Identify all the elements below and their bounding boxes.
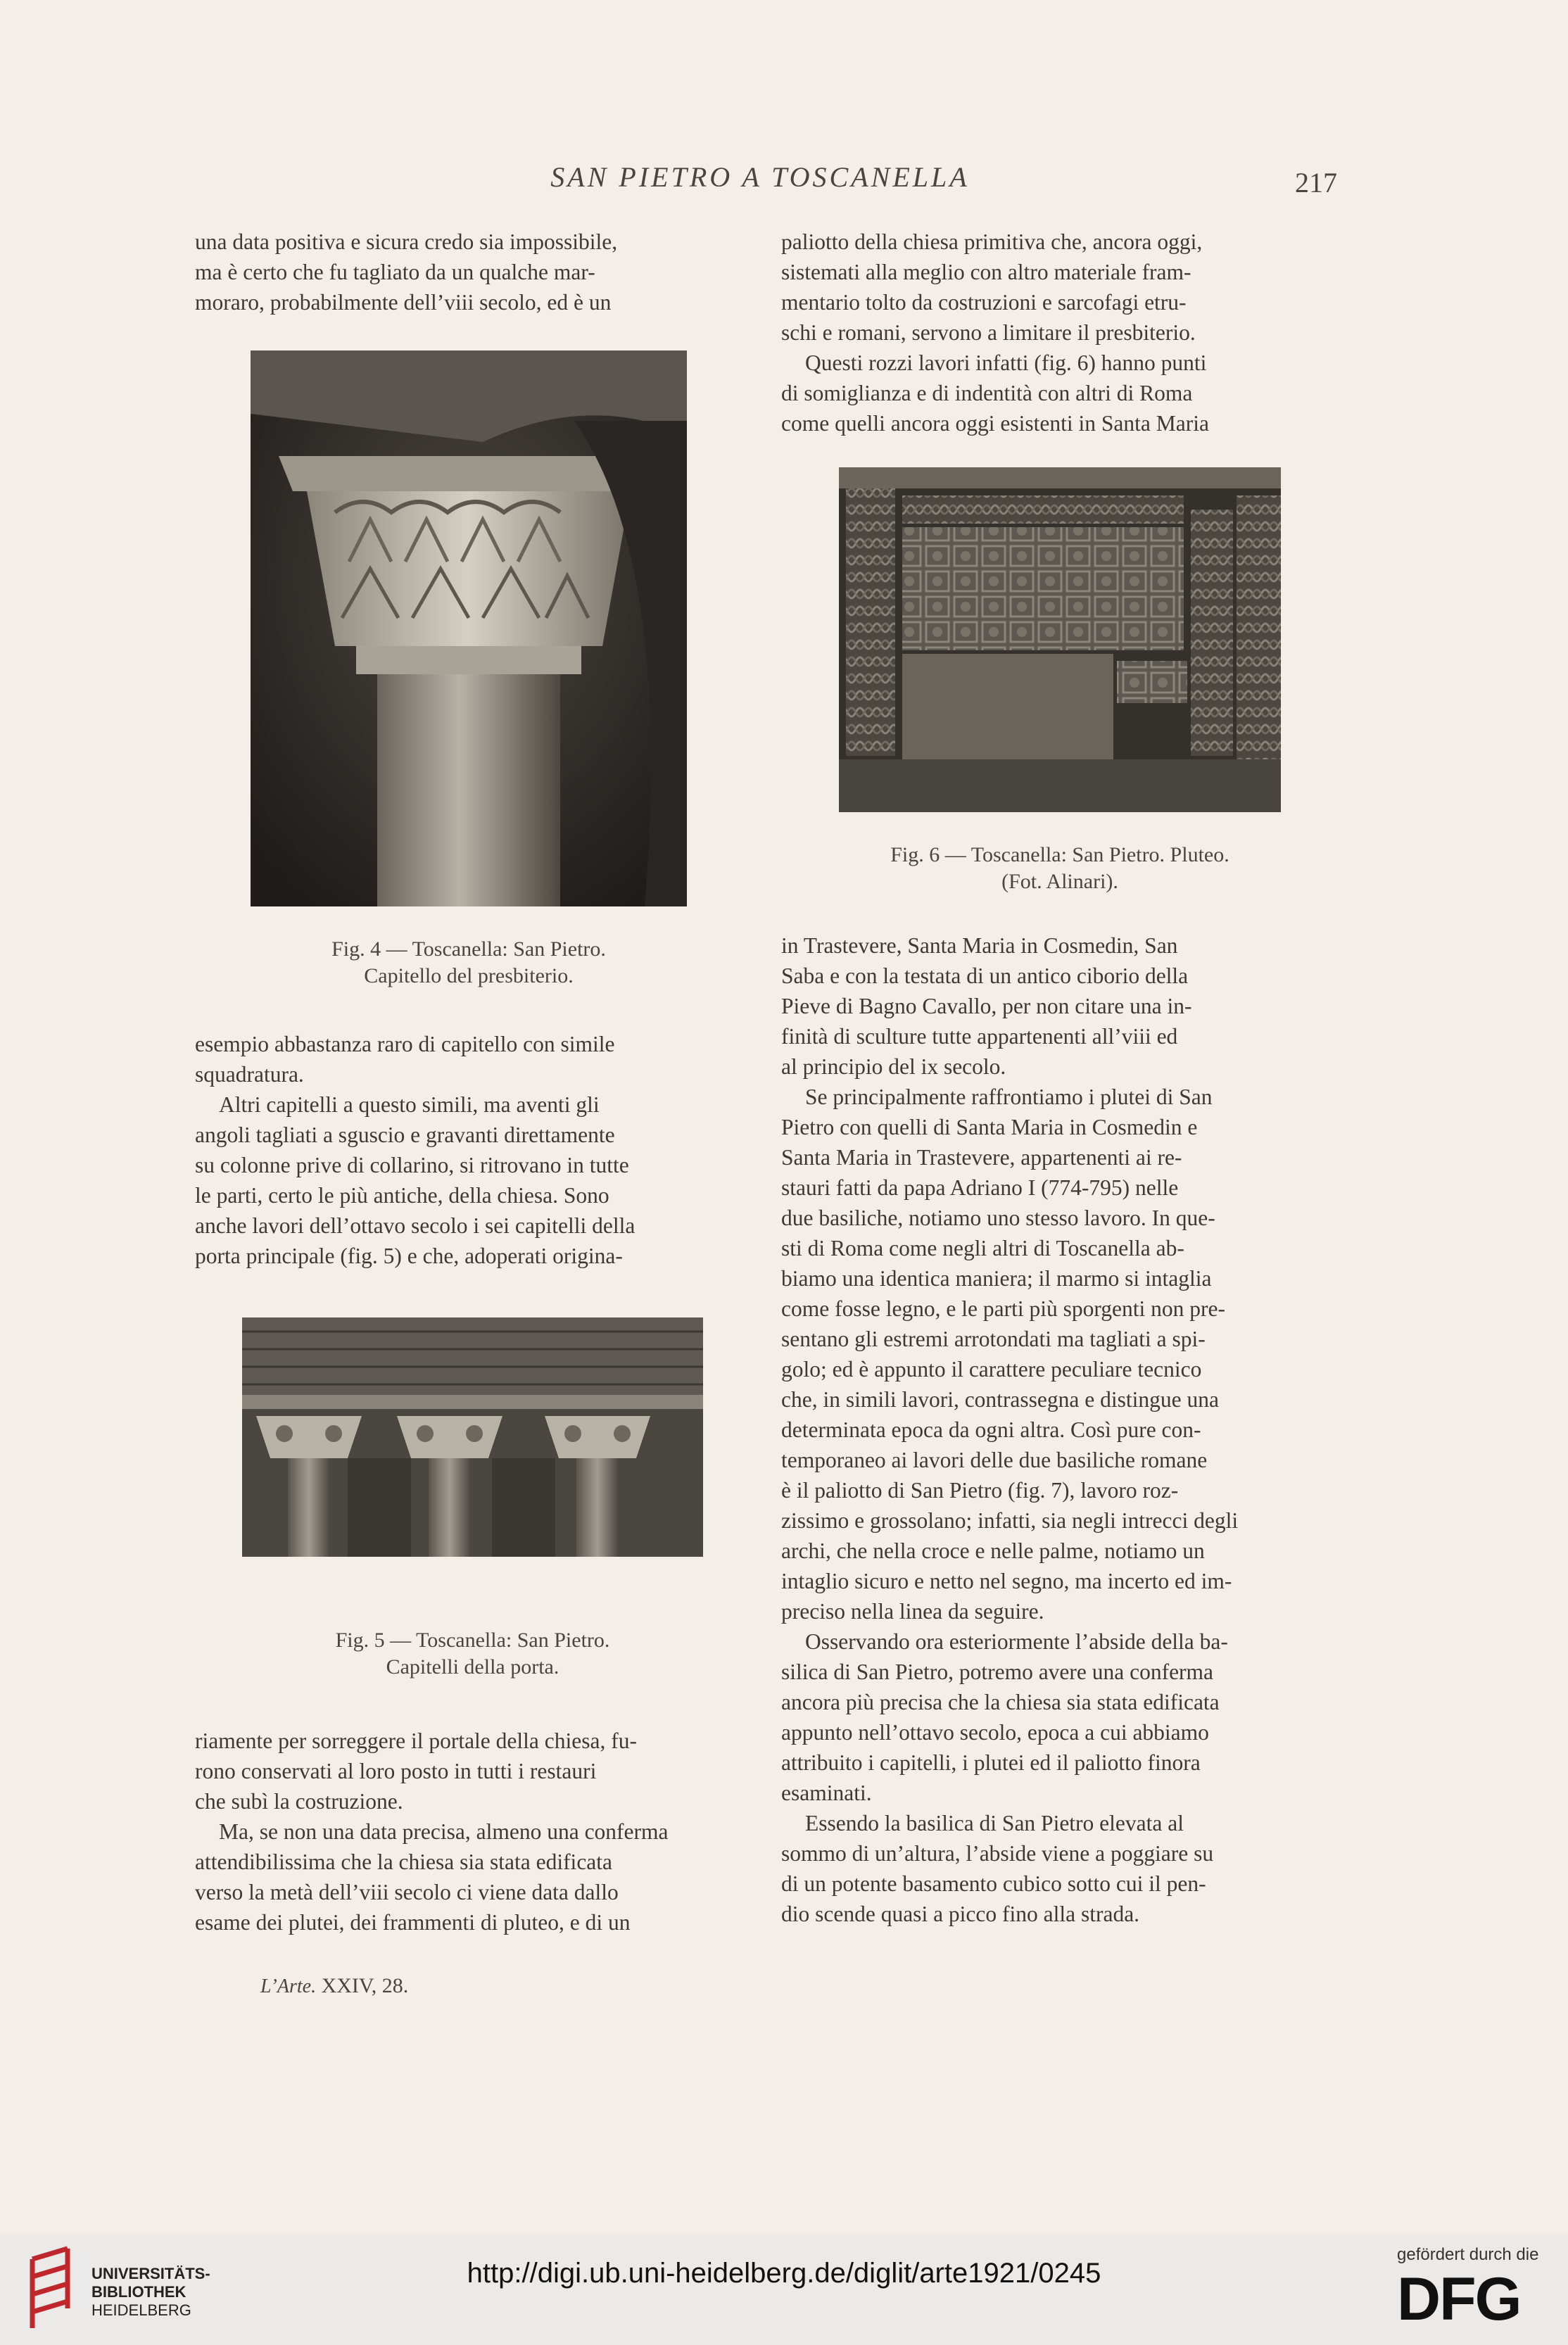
text-line: esempio abbastanza raro di capitello con simile (195, 1032, 615, 1056)
text-line: schi e romani, servono a limitare il presbiterio. (781, 320, 1196, 345)
text-line: finità di sculture tutte appartenenti all’viii ed (781, 1024, 1178, 1049)
text-line: Ma, se non una data precisa, almeno una conferma (219, 1819, 669, 1844)
text-line: zissimo e grossolano; infatti, sia negli intrecci degli (781, 1508, 1239, 1533)
text-line: porta principale (fig. 5) e che, adoperati origina- (195, 1244, 623, 1268)
text-line: Pietro con quelli di Santa Maria in Cosmedin e (781, 1115, 1198, 1139)
caption-line: Fig. 4 — Toscanella: San Pietro. (331, 937, 606, 961)
text-line: come fosse legno, e le parti più sporgenti non pre- (781, 1296, 1225, 1321)
text-line: è il paliotto di San Pietro (fig. 7), lavoro roz- (781, 1478, 1179, 1503)
dfg-logo[interactable]: DFG (1397, 2265, 1521, 2333)
text-line: preciso nella linea da seguire. (781, 1599, 1044, 1624)
text-line: Saba e con la testata di un antico ciborio della (781, 963, 1189, 988)
text-line: sistemati alla meglio con altro materiale fram- (781, 260, 1191, 284)
text-line: Pieve di Bagno Cavallo, per non citare una in- (781, 994, 1192, 1018)
text-line: mentario tolto da costruzioni e sarcofagi etru- (781, 290, 1187, 315)
text-line: anche lavori dell’ottavo secolo i sei capitelli della (195, 1213, 636, 1238)
text-line: paliotto della chiesa primitiva che, ancora oggi, (781, 229, 1203, 254)
text-line: Altri capitelli a questo simili, ma aventi gli (219, 1092, 600, 1117)
text-line: ancora più precisa che la chiesa sia stata edificata (781, 1690, 1220, 1714)
text-line: rono conservati al loro posto in tutti i restauri (195, 1759, 597, 1783)
text-line: Santa Maria in Trastevere, appartenenti ai re- (781, 1145, 1182, 1170)
figure-6-caption (825, 842, 1295, 895)
journal-name: L’Arte. (260, 1976, 317, 1997)
text-line: intaglio sicuro e netto nel segno, ma incerto ed im- (781, 1569, 1232, 1593)
caption-line: Capitelli della porta. (386, 1655, 559, 1679)
signature-mark: XXIV, 28. (321, 1974, 409, 1997)
page-number: 217 (1295, 167, 1337, 198)
library-line: BIBLIOTHEK (91, 2283, 186, 2301)
text-line: di somiglianza e di indentità con altri di Roma (781, 381, 1193, 405)
text-line: una data positiva e sicura credo sia impossibile, (195, 229, 618, 254)
text-line: sommo di un’altura, l’abside viene a poggiare su (781, 1841, 1214, 1866)
journal-signature (260, 1974, 408, 1998)
library-line: HEIDELBERG (91, 2301, 191, 2319)
text-line: che subì la costruzione. (195, 1789, 403, 1814)
text-line: Essendo la basilica di San Pietro elevata al (805, 1811, 1184, 1835)
text-line: attendibilissima che la chiesa sia stata edificata (195, 1850, 613, 1874)
text-line: archi, che nella croce e nelle palme, notiamo un (781, 1538, 1205, 1563)
viewer-footer-bar (0, 2235, 1568, 2345)
figure-4-caption (251, 936, 687, 990)
text-line: biamo una identica maniera; il marmo si intaglia (781, 1266, 1212, 1291)
text-line: Se principalmente raffrontiamo i plutei di San (805, 1085, 1213, 1109)
funder-label: gefördert durch die (1397, 2245, 1539, 2264)
library-line: UNIVERSITÄTS- (91, 2265, 210, 2282)
text-line: sti di Roma come negli altri di Toscanella ab- (781, 1236, 1184, 1260)
text-line: in Trastevere, Santa Maria in Cosmedin, San (781, 933, 1178, 958)
text-line: moraro, probabilmente dell’viii secolo, ed è un (195, 290, 612, 315)
left-column-block-1 (195, 227, 746, 317)
left-column-block-3 (195, 1726, 746, 1938)
caption-line: Fig. 5 — Toscanella: San Pietro. (335, 1629, 610, 1652)
left-column-block-2 (195, 1029, 746, 1271)
text-line: squadratura. (195, 1062, 304, 1087)
text-line: sentano gli estremi arrotondati ma tagliati a spi- (781, 1327, 1206, 1351)
running-title: SAN PIETRO A TOSCANELLA (550, 161, 970, 193)
permalink-url[interactable]: http://digi.ub.uni-heidelberg.de/diglit/arte1921/0245 (467, 2258, 1101, 2289)
text-line: come quelli ancora oggi esistenti in Santa Maria (781, 411, 1209, 436)
text-line: esaminati. (781, 1781, 872, 1805)
caption-line: Capitello del presbiterio. (364, 964, 574, 987)
text-line: esame dei plutei, dei frammenti di pluteo, e di un (195, 1910, 631, 1935)
text-line: su colonne prive di collarino, si ritrovano in tutte (195, 1153, 629, 1177)
figure-6-photo (839, 467, 1281, 812)
figure-5-caption (242, 1627, 703, 1681)
text-line: determinata epoca da ogni altra. Così pure con- (781, 1417, 1201, 1442)
text-line: di un potente basamento cubico sotto cui il pen- (781, 1871, 1206, 1896)
text-line: appunto nell’ottavo secolo, epoca a cui abbiamo (781, 1720, 1209, 1745)
right-column-block-1 (781, 227, 1333, 438)
text-line: dio scende quasi a picco fino alla strada. (781, 1902, 1140, 1926)
text-line: stauri fatti da papa Adriano I (774-795) nelle (781, 1175, 1179, 1200)
caption-line: Fig. 6 — Toscanella: San Pietro. Pluteo. (890, 843, 1229, 866)
figure-5-photo (242, 1317, 703, 1557)
figure-4-photo (251, 350, 687, 906)
text-line: ma è certo che fu tagliato da un qualche mar- (195, 260, 595, 284)
text-line: che, in simili lavori, contrassegna e distingue una (781, 1387, 1219, 1412)
text-line: attribuito i capitelli, i plutei ed il paliotto finora (781, 1750, 1201, 1775)
text-line: verso la metà dell’viii secolo ci viene data dallo (195, 1880, 619, 1904)
text-line: Osservando ora esteriormente l’abside della ba- (805, 1629, 1228, 1654)
text-line: riamente per sorreggere il portale della chiesa, fu- (195, 1728, 637, 1753)
text-line: golo; ed è appunto il carattere peculiare tecnico (781, 1357, 1202, 1382)
right-column-block-2 (781, 930, 1333, 1929)
caption-line: (Fot. Alinari). (1001, 870, 1118, 893)
text-line: angoli tagliati a sguscio e gravanti direttamente (195, 1123, 615, 1147)
text-line: Questi rozzi lavori infatti (fig. 6) hanno punti (805, 350, 1207, 375)
text-line: temporaneo ai lavori delle due basiliche romane (781, 1448, 1208, 1472)
text-line: due basiliche, notiamo uno stesso lavoro. In que- (781, 1206, 1215, 1230)
text-line: al principio del ix secolo. (781, 1054, 1006, 1079)
text-line: silica di San Pietro, potremo avere una conferma (781, 1660, 1214, 1684)
text-line: le parti, certo le più antiche, della chiesa. Sono (195, 1183, 609, 1208)
